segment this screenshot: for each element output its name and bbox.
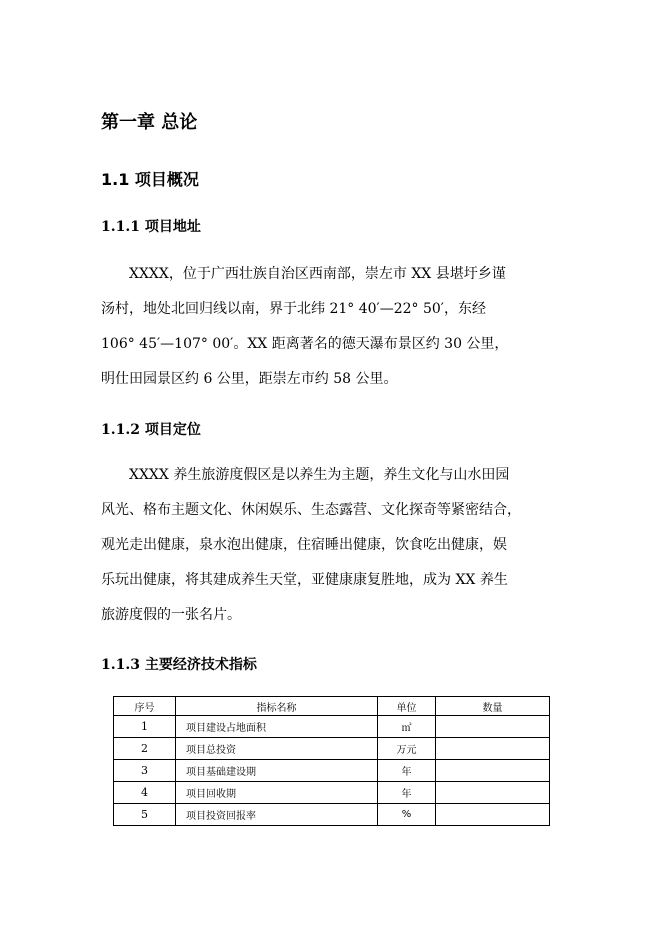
table-row: [114, 738, 550, 760]
row-index: 4: [114, 782, 176, 804]
row-index: 1: [114, 716, 176, 738]
row-index: 5: [114, 804, 176, 826]
paragraph-line: 乐玩出健康，将其建成养生天堂，亚健康康复胜地，成为 XX 养生: [101, 572, 508, 588]
row-unit: 年: [378, 782, 436, 804]
paragraph-line: 旅游度假的一张名片。: [101, 607, 241, 623]
chapter-title: 第一章 总论: [101, 112, 198, 133]
row-unit: %: [378, 804, 436, 826]
row-unit: ㎡: [378, 716, 436, 738]
table-row: [114, 804, 550, 826]
row-unit: 年: [378, 760, 436, 782]
header-indicator-name: 指标名称: [176, 697, 378, 716]
subsection-title-indicators: 1.1.3 主要经济技术指标: [101, 657, 257, 673]
paragraph-line: XXXX，位于广西壮族自治区西南部，崇左市 XX 县堪圩乡谨: [129, 266, 506, 282]
section-title: 1.1 项目概况: [101, 170, 199, 189]
row-unit: 万元: [378, 738, 436, 760]
row-indicator-name: 项目回收期: [176, 782, 378, 804]
subsection-title-location: 1.1.1 项目地址: [101, 219, 201, 235]
row-quantity: [436, 716, 550, 738]
indicators-table: [113, 696, 550, 826]
table-row: [114, 716, 550, 738]
paragraph-positioning: [101, 458, 571, 633]
table-header-row: [114, 697, 550, 716]
header-quantity: 数量: [436, 697, 550, 716]
subsection-title-positioning: 1.1.2 项目定位: [101, 422, 201, 438]
row-indicator-name: 项目总投资: [176, 738, 378, 760]
row-indicator-name: 项目投资回报率: [176, 804, 378, 826]
paragraph-line: 汤村，地处北回归线以南，界于北纬 21° 40′—22° 50′，东经: [101, 301, 486, 317]
table-row: [114, 760, 550, 782]
paragraph-line: 风光、格布主题文化、休闲娱乐、生态露营、文化探奇等紧密结合，: [101, 502, 521, 518]
paragraph-line: 明仕田园景区约 6 公里，距崇左市约 58 公里。: [101, 371, 398, 387]
header-unit: 单位: [378, 697, 436, 716]
paragraph-location: [101, 257, 571, 397]
header-index: 序号: [114, 697, 176, 716]
row-quantity: [436, 782, 550, 804]
paragraph-line: 106° 45′—107° 00′。XX 距离著名的德天瀑布景区约 30 公里，: [101, 336, 509, 352]
paragraph-line: 观光走出健康，泉水泡出健康，住宿睡出健康，饮食吃出健康，娱: [101, 537, 507, 553]
row-index: 3: [114, 760, 176, 782]
paragraph-line: XXXX 养生旅游度假区是以养生为主题，养生文化与山水田园: [129, 467, 510, 483]
row-indicator-name: 项目基础建设期: [176, 760, 378, 782]
row-quantity: [436, 760, 550, 782]
row-indicator-name: 项目建设占地面积: [176, 716, 378, 738]
row-quantity: [436, 804, 550, 826]
row-quantity: [436, 738, 550, 760]
row-index: 2: [114, 738, 176, 760]
table-row: [114, 782, 550, 804]
